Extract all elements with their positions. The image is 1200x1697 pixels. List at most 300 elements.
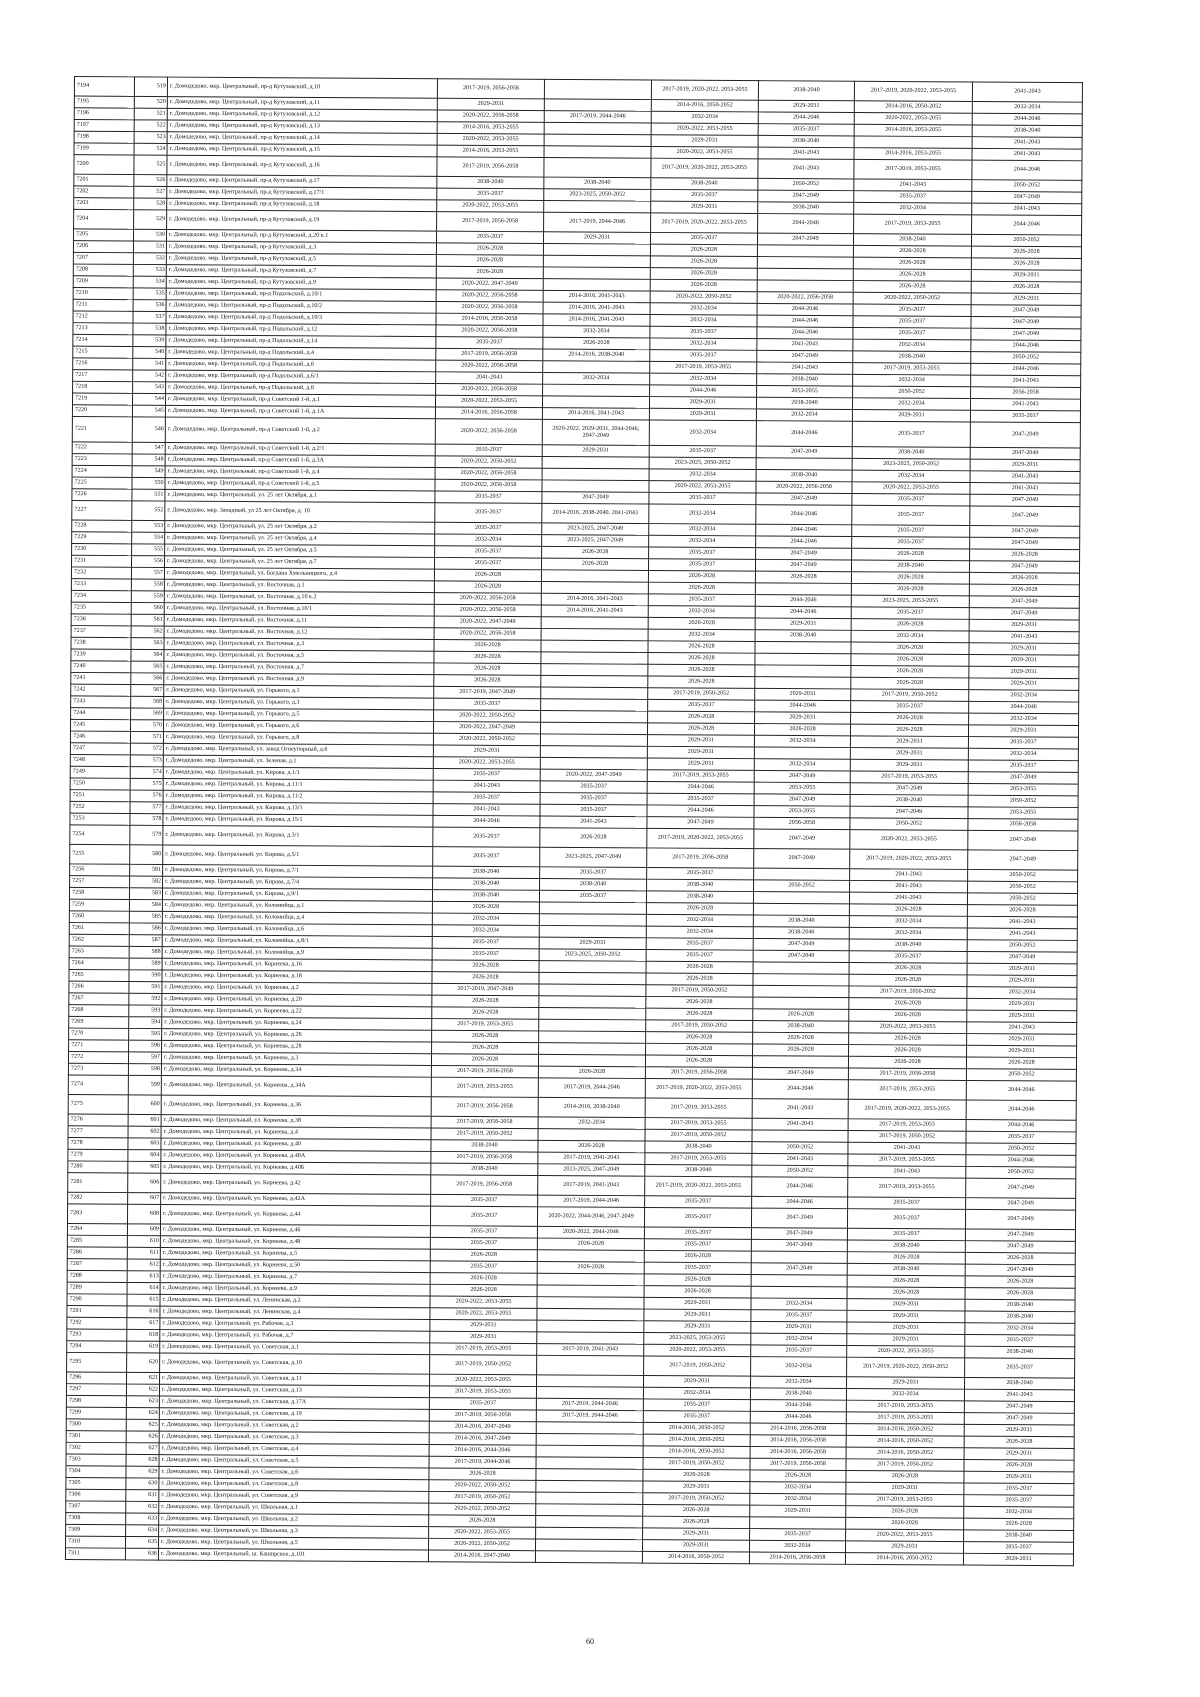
period-col-4: 2047-2049 (751, 1228, 847, 1240)
period-col-3: 2035-2037 (644, 1239, 751, 1251)
period-col-3: 2023-2025, 2050-2052 (649, 457, 756, 469)
period-col-3: 2035-2037 (650, 326, 757, 338)
row-number: 7202 (74, 186, 134, 198)
period-col-4 (754, 747, 850, 759)
address: г. Домодедово, мкр. Центральный, ул. Восточная, д.9 (164, 673, 434, 686)
period-col-5: 2017-2019, 2053-2055 (846, 1400, 964, 1412)
period-col-2 (536, 1504, 643, 1516)
period-col-4: 2032-2034 (751, 1333, 847, 1345)
period-col-1: 2020-2022, 2047-2049 (433, 722, 540, 734)
address: г. Домодедово, мкр. Центральный, ул. Коломийца, д.8/1 (162, 935, 432, 948)
row-number: 7231 (72, 555, 132, 567)
row-number: 7292 (67, 1317, 127, 1329)
period-col-6: 2047-2049 (964, 1401, 1074, 1413)
period-col-3: 2026-2028 (648, 641, 755, 653)
house-number: 557 (131, 567, 164, 579)
period-col-6: 2041-2043 (967, 916, 1077, 928)
period-col-4 (751, 1275, 847, 1287)
period-col-3: 2029-2031 (642, 1540, 749, 1552)
period-col-1: 2020-2022, 2056-2058 (436, 384, 543, 396)
row-number: 7261 (69, 923, 129, 935)
address: г. Домодедово, мкр. Центральный, ул. 25 лет Октября, д.4 (165, 532, 435, 545)
period-col-3: 2032-2034 (650, 338, 757, 350)
period-col-6: 2038-2040 (965, 1311, 1075, 1323)
period-col-6: 2032-2034 (969, 713, 1079, 725)
address: г. Домодедово, мкр. Центральный, ул. Корнеева, д.4 (161, 1126, 431, 1139)
period-col-4: 2044-2046 (755, 606, 851, 618)
period-col-2: 2047-2049 (542, 492, 649, 504)
row-number: 7273 (68, 1063, 128, 1075)
row-number: 7217 (73, 370, 133, 382)
row-number: 7215 (73, 346, 133, 358)
house-number: 623 (126, 1396, 159, 1408)
house-number: 563 (131, 638, 164, 650)
address: г. Домодедово, мкр. Центральный, ул. Богдана Хмельницкого, д.4 (164, 568, 434, 581)
period-col-5: 2026-2028 (846, 1517, 964, 1529)
period-col-4: 2035-2037 (751, 1310, 847, 1322)
period-col-3: 2035-2037 (649, 547, 756, 559)
period-col-6: 2047-2049 (968, 850, 1078, 870)
period-col-3: 2026-2028 (645, 1055, 752, 1067)
period-col-3: 2035-2037 (644, 1207, 751, 1227)
house-number: 521 (134, 108, 167, 120)
house-number: 574 (130, 767, 163, 779)
period-col-6: 2056-2058 (971, 387, 1081, 399)
period-col-4 (757, 257, 853, 269)
house-number: 602 (128, 1126, 161, 1138)
address: г. Домодедово, мкр. Центральный, ул. Восточная, д.3 (164, 638, 434, 651)
period-col-5: 2029-2031 (850, 748, 968, 760)
period-col-5: 2038-2040 (851, 560, 969, 572)
house-number: 612 (127, 1259, 160, 1271)
address: г. Домодедово, мкр. Центральный, пр-д Кутузовский, д.20 к.1 (166, 229, 436, 242)
row-number: 7224 (72, 465, 132, 477)
period-col-6: 2044-2046 (972, 215, 1082, 235)
address: г. Домодедово, мкр. Центральный, ул. Корнеева, д.24 (162, 1017, 432, 1030)
period-col-4 (751, 1251, 847, 1263)
period-col-3: 2026-2028 (643, 1469, 750, 1481)
row-number: 7220 (72, 405, 132, 417)
period-col-2 (538, 1054, 645, 1066)
period-col-5: 2017-2019, 2053-2055 (854, 214, 972, 234)
period-col-4 (753, 892, 849, 904)
row-number: 7269 (69, 1016, 129, 1028)
period-col-6: 2050-2052 (967, 940, 1077, 952)
period-col-3: 2029-2031 (644, 1309, 751, 1321)
period-col-1: 2038-2040 (433, 866, 540, 878)
row-number: 7230 (72, 543, 132, 555)
period-col-3: 2020-2022, 2053-2055 (649, 481, 756, 493)
period-col-6: 2041-2043 (967, 1022, 1077, 1034)
period-col-6: 2050-2052 (967, 893, 1077, 905)
period-col-2 (541, 617, 648, 629)
period-col-6: 2041-2043 (972, 82, 1082, 102)
period-col-3: 2029-2031 (643, 1481, 750, 1493)
period-col-6: 2044-2046 (972, 113, 1082, 125)
page-number: 60 (586, 1637, 594, 1646)
address: г. Домодедово, мкр. Центральный, ул. Горького, д.3 (164, 696, 434, 709)
period-col-5: 2026-2028 (847, 1252, 965, 1264)
period-col-5: 2041-2043 (848, 1142, 966, 1154)
period-col-4: 2047-2049 (752, 1067, 848, 1079)
period-col-5: 2017-2019, 2050-2052 (851, 689, 969, 701)
period-col-1: 2026-2028 (432, 1007, 539, 1019)
period-col-4: 2041-2043 (752, 1153, 848, 1165)
period-col-6: 2044-2046 (966, 1155, 1076, 1167)
address: г. Домодедово, мкр. Центральный, ул. Корнеева, д.2 (162, 982, 432, 995)
period-col-2 (537, 1273, 644, 1285)
period-col-5: 2017-2019, 2053-2055 (848, 1154, 966, 1166)
period-col-2: 2026-2028 (537, 1262, 644, 1274)
row-number: 7246 (70, 731, 130, 743)
address: г. Домодедово, мкр. Центральный, ул. Корнеева, д.38 (161, 1115, 431, 1128)
period-col-6: 2026-2028 (965, 1252, 1075, 1264)
period-col-1: 2035-2037 (434, 698, 541, 710)
row-number: 7203 (74, 198, 134, 210)
period-col-5: 2029-2031 (850, 759, 968, 771)
address: г. Домодедово, мкр. Центральный, ул. Советская, д.13 (159, 1384, 429, 1397)
period-col-2 (541, 582, 648, 594)
period-col-2 (543, 267, 650, 279)
period-col-2 (538, 1129, 645, 1141)
period-col-1: 2017-2019, 2056-2058 (437, 79, 544, 99)
period-col-1: 2041-2043 (433, 804, 540, 816)
period-col-1: 2035-2037 (435, 503, 542, 523)
house-number: 555 (132, 544, 165, 556)
period-col-4: 2035-2037 (758, 124, 854, 136)
period-col-4: 2029-2031 (755, 618, 851, 630)
period-col-1: 2026-2028 (434, 569, 541, 581)
period-col-1: 2026-2028 (429, 1515, 536, 1527)
period-col-3: 2026-2028 (647, 723, 754, 735)
row-number: 7249 (70, 766, 130, 778)
row-number: 7275 (68, 1095, 128, 1115)
address: г. Домодедово, мкр. Центральный, ул. 25 лет Октября, д.1 (165, 489, 435, 502)
house-number: 629 (126, 1466, 159, 1478)
period-col-5: 2017-2019, 2053-2055 (846, 1494, 964, 1506)
period-col-2: 2026-2028 (541, 558, 648, 570)
house-number: 549 (132, 466, 165, 478)
period-col-2 (540, 734, 647, 746)
period-col-5: 2017-2019, 2053-2055 (854, 159, 972, 179)
address: г. Домодедово, мкр. Центральный, ул. Школьная, д.3 (159, 1525, 429, 1538)
period-col-2: 2017-2019, 2044-2046 (544, 212, 651, 232)
period-col-2: 2035-2037 (540, 804, 647, 816)
address: г. Домодедово, мкр. Центральный, ул. Корнеева, д.16 (162, 958, 432, 971)
row-number: 7209 (73, 276, 133, 288)
address: г. Домодедово, мкр. Центральный, пр-д Подольский, д.10/3 (166, 312, 436, 325)
house-number: 628 (126, 1454, 159, 1466)
period-col-2: 2035-2037 (540, 867, 647, 879)
period-col-2 (536, 1433, 643, 1445)
house-number: 599 (128, 1075, 161, 1095)
house-number: 570 (130, 720, 163, 732)
address: г. Домодедово, мкр. Центральный, ул. Корнеева, д.42 (161, 1173, 431, 1194)
period-col-5: 2041-2043 (850, 869, 968, 881)
house-number: 573 (130, 755, 163, 767)
period-col-6: 2035-2037 (968, 737, 1078, 749)
period-col-3: 2014-2016, 2050-2052 (651, 100, 758, 112)
address: г. Домодедово, мкр. Центральный, ул. Корнеева, д.28 (162, 1040, 432, 1053)
period-col-6: 2044-2046 (966, 1080, 1076, 1100)
row-number: 7266 (69, 981, 129, 993)
period-col-3: 2035-2037 (648, 559, 755, 571)
period-col-3: 2029-2031 (649, 408, 756, 420)
house-number: 596 (129, 1040, 162, 1052)
period-col-1: 2035-2037 (433, 792, 540, 804)
period-col-3: 2032-2034 (648, 629, 755, 641)
period-col-3: 2017-2019, 2053-2055 (650, 361, 757, 373)
period-col-2: 2026-2028 (542, 546, 649, 558)
period-col-1: 2026-2028 (430, 1273, 537, 1285)
period-col-3: 2020-2022, 2053-2055 (651, 146, 758, 158)
house-number: 607 (128, 1193, 161, 1205)
row-number: 7310 (66, 1536, 126, 1548)
period-col-2 (539, 914, 646, 926)
period-col-2 (536, 1387, 643, 1399)
period-col-1: 2032-2034 (435, 534, 542, 546)
address: г. Домодедово, мкр. Центральный, пр-д Кутузовский, д.3 (166, 241, 436, 254)
period-col-6: 2044-2046 (971, 340, 1081, 352)
address: г. Домодедово, мкр. Центральный, ул. Советская, д.9 (159, 1490, 429, 1503)
period-col-4: 2050-2052 (752, 1165, 848, 1177)
period-col-3: 2032-2034 (646, 914, 753, 926)
schedule-table-body (65, 76, 1082, 1565)
period-col-4: 2017-2019, 2056-2058 (750, 1458, 846, 1470)
row-number: 7303 (66, 1454, 126, 1466)
house-number: 601 (128, 1114, 161, 1126)
period-col-3: 2032-2034 (646, 926, 753, 938)
house-number: 556 (131, 556, 164, 568)
period-col-1: 2026-2028 (434, 675, 541, 687)
address: г. Домодедово, мкр. Центральный, пр-д Кутузовский, д.13 (167, 120, 437, 133)
period-col-6: 2050-2052 (968, 869, 1078, 881)
period-col-5: 2026-2028 (847, 1275, 965, 1287)
period-col-4: 2029-2031 (755, 688, 851, 700)
house-number: 528 (134, 198, 167, 210)
period-col-5: 2032-2034 (849, 916, 967, 928)
house-number: 569 (131, 708, 164, 720)
house-number: 558 (131, 579, 164, 591)
row-number: 7295 (67, 1352, 127, 1372)
row-number: 7223 (72, 454, 132, 466)
period-col-2: 2032-2034 (538, 1117, 645, 1129)
period-col-3: 2017-2019, 2020-2022, 2053-2055 (651, 80, 758, 100)
period-col-5: 2032-2034 (854, 202, 972, 214)
address: г. Домодедово, мкр. Центральный, ул. Корнеева, д.44 (160, 1204, 430, 1225)
period-col-3: 2044-2046 (647, 781, 754, 793)
period-col-2: 2023-2025, 2047-2049 (538, 1164, 645, 1176)
period-col-3: 2017-2019, 2053-2055 (647, 770, 754, 782)
row-number: 7205 (73, 229, 133, 241)
period-col-6: 2038-2040 (972, 125, 1082, 137)
period-col-5: 2032-2034 (851, 630, 969, 642)
period-col-6: 2038-2040 (965, 1346, 1075, 1358)
period-col-5: 2026-2028 (851, 665, 969, 677)
period-col-5: 2017-2019, 2050-2052 (846, 1459, 964, 1471)
address: г. Домодедово, мкр. Центральный, ул. Корнеева, д.18 (162, 970, 432, 983)
period-col-1: 2020-2022, 2053-2055 (430, 1296, 537, 1308)
address: г. Домодедово, мкр. Центральный, ул. Корнеева, д.50 (160, 1259, 430, 1272)
period-col-4: 2053-2055 (754, 782, 850, 794)
period-col-2 (543, 384, 650, 396)
period-col-5: 2026-2028 (851, 619, 969, 631)
period-col-3: 2035-2037 (649, 445, 756, 457)
period-col-1: 2017-2019, 2056-2058 (431, 1116, 538, 1128)
period-col-4: 2047-2049 (754, 849, 850, 869)
period-col-5: 2041-2043 (848, 1166, 966, 1178)
period-col-3: 2026-2028 (646, 1008, 753, 1020)
period-col-5: 2029-2031 (847, 1310, 965, 1322)
period-col-5: 2017-2019, 2020-2022, 2050-2052 (847, 1357, 965, 1377)
period-col-3: 2029-2031 (647, 746, 754, 758)
house-number: 538 (133, 323, 166, 335)
period-col-1: 2014-2016, 2044-2046 (429, 1445, 536, 1457)
house-number: 537 (133, 311, 166, 323)
period-col-6: 2026-2028 (965, 1288, 1075, 1300)
period-col-1: 2017-2019, 2050-2052 (430, 1355, 537, 1375)
period-col-1: 2035-2037 (433, 827, 540, 847)
address: г. Домодедово, мкр. Центральный, ул. Восточная, д.5 (164, 650, 434, 663)
row-number: 7294 (67, 1341, 127, 1353)
period-col-3: 2026-2028 (644, 1250, 751, 1262)
period-col-5: 2026-2028 (853, 257, 971, 269)
period-col-5: 2035-2037 (851, 701, 969, 713)
row-number: 7206 (73, 241, 133, 253)
period-col-4: 2041-2043 (758, 159, 854, 179)
period-col-1: 2020-2022, 2050-2052 (433, 733, 540, 745)
period-col-3: 2035-2037 (646, 938, 753, 950)
period-col-2: 2032-2034 (543, 372, 650, 384)
period-col-4: 2047-2049 (751, 1263, 847, 1275)
period-col-5: 2041-2043 (854, 179, 972, 191)
period-col-1: 2020-2022, 2053-2055 (430, 1308, 537, 1320)
period-col-1: 2026-2028 (436, 255, 543, 267)
period-col-2: 2023-2025, 2050-2052 (539, 949, 646, 961)
period-col-3: 2035-2037 (646, 950, 753, 962)
period-col-1: 2026-2028 (436, 243, 543, 255)
period-col-4 (757, 268, 853, 280)
period-col-3: 2035-2037 (648, 594, 755, 606)
period-col-5: 2023-2025, 2050-2052 (852, 458, 970, 470)
period-col-5: 2014-2016, 2053-2055 (854, 148, 972, 160)
period-col-5: 2026-2028 (853, 281, 971, 293)
period-col-5: 2014-2016, 2050-2052 (845, 1553, 963, 1565)
period-col-2 (537, 1308, 644, 1320)
address: г. Домодедово, мкр. Центральный, ул. Рабочая, д.7 (160, 1330, 430, 1343)
period-col-1: 2020-2022, 2056-2058 (434, 593, 541, 605)
house-number: 576 (130, 790, 163, 802)
address: г. Домодедово, мкр. Центральный, ул. Горького, д.1 (164, 685, 434, 698)
period-col-4: 2044-2046 (752, 1079, 848, 1099)
period-col-2 (539, 984, 646, 996)
period-col-3: 2026-2028 (648, 711, 755, 723)
row-number: 7274 (68, 1075, 128, 1095)
address: г. Домодедово, мкр. Центральный, пр-д Кутузовский, д.19 (167, 210, 437, 231)
row-number: 7290 (67, 1294, 127, 1306)
address: г. Домодедово, мкр. Центральный, ул. Советская, д.10 (160, 1353, 430, 1374)
period-col-5: 2035-2037 (854, 191, 972, 203)
row-number: 7286 (67, 1247, 127, 1259)
period-col-5: 2017-2019, 2053-2055 (853, 363, 971, 375)
period-col-6: 2026-2028 (969, 584, 1079, 596)
row-number: 7302 (66, 1442, 126, 1454)
house-number: 590 (129, 970, 162, 982)
period-col-2 (544, 79, 651, 99)
period-col-1: 2017-2019, 2047-2049 (434, 686, 541, 698)
period-col-3: 2026-2028 (646, 903, 753, 915)
address: г. Домодедово, мкр. Центральный, пр-д Подольский, д.6/1 (166, 370, 436, 383)
period-col-5: 2029-2031 (847, 1334, 965, 1346)
period-col-3: 2017-2019, 2050-2052 (648, 688, 755, 700)
address: г. Домодедово, мкр. Центральный, ул. Коломийца, д.9 (162, 947, 432, 960)
house-number: 598 (128, 1064, 161, 1076)
period-col-2 (537, 1320, 644, 1332)
period-col-5: 2047-2049 (850, 806, 968, 818)
period-col-5: 2020-2022, 2053-2055 (850, 830, 968, 850)
period-col-2 (544, 122, 651, 134)
period-col-5: 2017-2019, 2056-2058 (848, 1068, 966, 1080)
period-col-4: 2044-2046 (757, 315, 853, 327)
period-col-2 (539, 1019, 646, 1031)
period-col-1: 2017-2019, 2050-2052 (429, 1491, 536, 1503)
period-col-5: 2026-2028 (849, 1045, 967, 1057)
row-number: 7304 (66, 1466, 126, 1478)
period-col-3: 2035-2037 (648, 699, 755, 711)
row-number: 7195 (74, 96, 134, 108)
address: г. Домодедово, мкр. Центральный, пр-д Кутузовский, д.12 (167, 108, 437, 121)
period-col-5: 2035-2037 (852, 537, 970, 549)
house-number: 618 (127, 1329, 160, 1341)
address: г. Домодедово, мкр. Центральный, ул. Школьная, д.2 (159, 1513, 429, 1526)
house-number: 545 (132, 405, 165, 417)
period-col-5: 2038-2040 (853, 351, 971, 363)
period-col-6: 2029-2031 (969, 678, 1079, 690)
period-col-6: 2029-2031 (971, 270, 1081, 282)
period-col-2 (537, 1297, 644, 1309)
row-number: 7240 (71, 661, 131, 673)
address: г. Домодедово, мкр. Центральный, пр-д Подольский, д.10/1 (166, 288, 436, 301)
period-col-5: 2047-2049 (850, 783, 968, 795)
period-col-4: 2047-2049 (755, 559, 851, 571)
address: г. Домодедово, мкр. Центральный, ул. Ленинская, д.2 (160, 1294, 430, 1307)
period-col-5: 2017-2019, 2020-2022, 2053-2055 (850, 849, 968, 869)
period-col-6: 2038-2040 (965, 1299, 1075, 1311)
house-number: 553 (132, 520, 165, 532)
period-col-2: 2029-2031 (539, 937, 646, 949)
period-col-2: 2038-2040 (540, 879, 647, 891)
house-number: 597 (128, 1052, 161, 1064)
address: г. Домодедово, мкр. Центральный, ул. Советская, д.19 (159, 1408, 429, 1421)
period-col-3: 2026-2028 (650, 268, 757, 280)
period-col-3: 2026-2028 (646, 996, 753, 1008)
period-col-1: 2026-2028 (434, 639, 541, 651)
period-col-1: 2029-2031 (430, 1319, 537, 1331)
period-col-3: 2017-2019, 2053-2055 (645, 1153, 752, 1165)
period-col-4: 2035-2037 (750, 1529, 846, 1541)
period-col-1: 2026-2028 (432, 1042, 539, 1054)
address: г. Домодедово, мкр. Центральный, ул. Советская, д.8 (159, 1478, 429, 1491)
house-number: 520 (134, 96, 167, 108)
period-col-6: 2050-2052 (966, 1166, 1076, 1178)
period-col-2: 2038-2040 (544, 177, 651, 189)
period-col-4: 2032-2034 (749, 1540, 845, 1552)
period-col-2 (539, 961, 646, 973)
period-col-4: 2038-2040 (753, 1021, 849, 1033)
house-number: 625 (126, 1419, 159, 1431)
period-col-2: 2014-2016, 2041-2043 (542, 408, 649, 420)
house-number: 522 (134, 120, 167, 132)
